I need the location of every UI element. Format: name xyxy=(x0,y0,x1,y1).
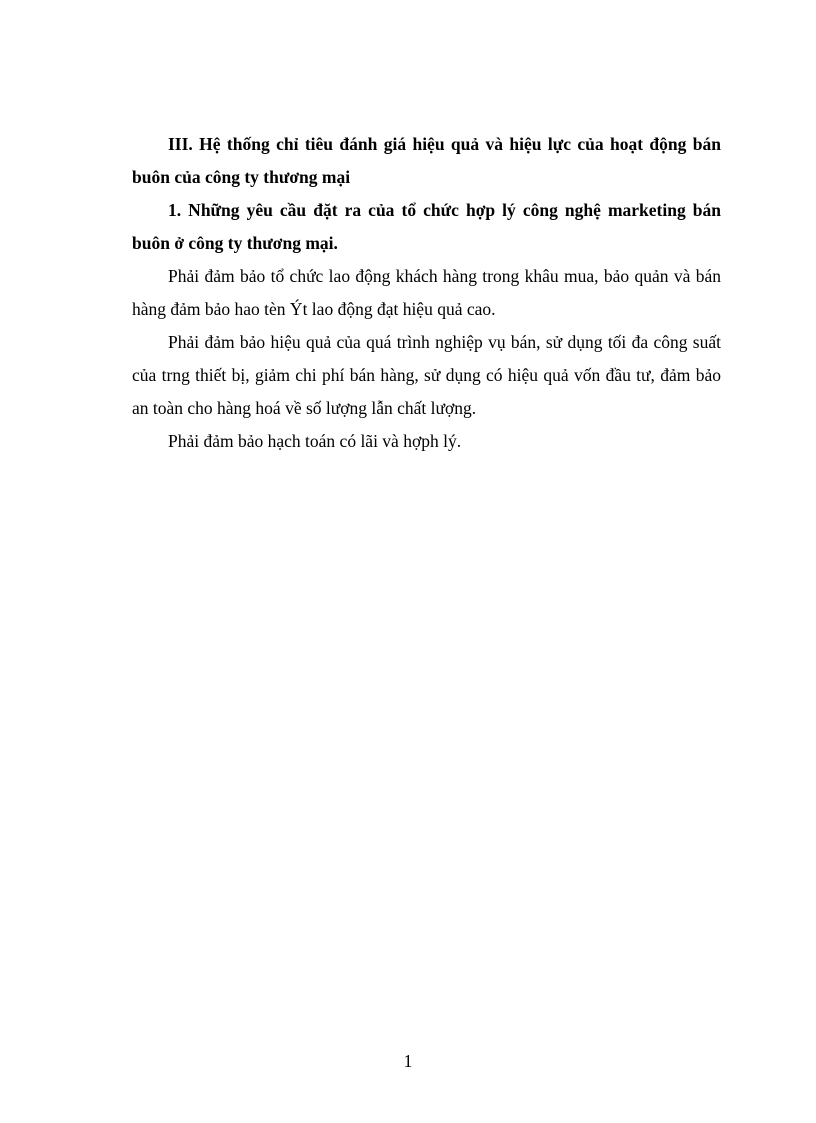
section-heading: III. Hệ thống chỉ tiêu đánh giá hiệu quả và hiệu lực của hoạt động bán buôn của công ty thương mại xyxy=(132,134,721,187)
paragraph: Phải đảm bảo tổ chức lao động khách hàng trong khâu mua, bảo quản và bán hàng đảm bảo hao tèn Ýt lao động đạt hiệu quả cao. xyxy=(132,266,721,319)
subsection-heading: 1. Những yêu cầu đặt ra của tổ chức hợp lý công nghệ marketing bán buôn ở công ty thương mại. xyxy=(132,200,721,253)
page-number: 1 xyxy=(403,1051,413,1071)
paragraph: Phải đảm bảo hạch toán có lãi và hợph lý. xyxy=(168,431,462,451)
document-body xyxy=(132,128,721,458)
paragraph: Phải đảm bảo hiệu quả của quá trình nghiệp vụ bán, sử dụng tối đa công suất của trng thiết bị, giảm chi phí bán hàng, sử dụng có hiệu quả vốn đầu tư, đảm bảo an toàn cho hàng hoá về số lượng lẫn chất lượng. xyxy=(132,332,721,418)
